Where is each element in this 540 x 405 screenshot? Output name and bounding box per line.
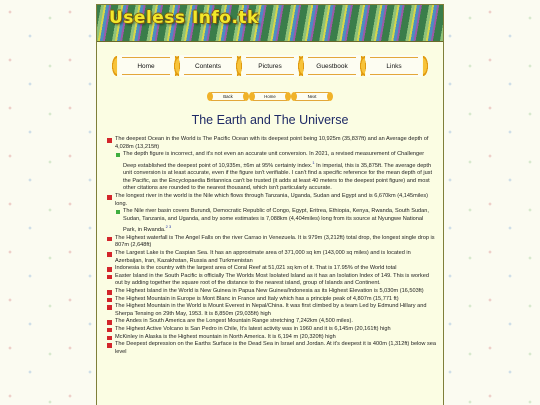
fact-item bbox=[107, 193, 437, 208]
back-button[interactable]: Back bbox=[211, 92, 245, 101]
nav-label: Links bbox=[386, 62, 402, 70]
facts-list bbox=[97, 136, 443, 356]
nav-label: Pictures bbox=[258, 62, 282, 70]
nav-links-button[interactable] bbox=[366, 55, 422, 77]
main-navigation bbox=[97, 42, 443, 90]
fact-item bbox=[107, 250, 437, 265]
red-square-bullet-icon bbox=[107, 328, 112, 333]
fact-item bbox=[107, 303, 437, 318]
nav-home-button[interactable] bbox=[118, 55, 174, 77]
nav-label: Guestbook bbox=[316, 62, 348, 70]
red-square-bullet-icon bbox=[107, 343, 112, 348]
fact-note bbox=[107, 208, 437, 235]
page-content bbox=[96, 4, 444, 405]
fact-item bbox=[107, 235, 437, 250]
citation-link[interactable]: 1 bbox=[312, 159, 315, 165]
fact-text: The Deepest depression on the Earths Surface is the Dead Sea in Israel and Jordan. At it's deepest it is 400m (1,312ft) below sea level bbox=[115, 341, 437, 355]
red-square-bullet-icon bbox=[107, 305, 112, 310]
fact-item bbox=[107, 318, 437, 326]
fact-text: The Largest Lake is the Caspian Sea. It has an approximate area of 371,000 sq km (143,000 sq miles) and is located in Azerbaijan, Iran, Kazakhstan, Russia and Turkmenistan bbox=[115, 250, 411, 264]
nav-pictures-button[interactable] bbox=[242, 55, 298, 77]
nav-label: Home bbox=[137, 62, 155, 70]
nav-guestbook-button[interactable] bbox=[304, 55, 360, 77]
fact-item bbox=[107, 341, 437, 356]
green-square-bullet-icon bbox=[116, 153, 120, 157]
red-square-bullet-icon bbox=[107, 298, 112, 303]
fact-text: The Highest Island in the World is New Guinea in Papua New Guinea/Indonesia as its Highest Elevation is 5,030m (16,503ft) bbox=[115, 288, 424, 294]
fact-item bbox=[107, 334, 437, 342]
fact-item bbox=[107, 136, 437, 151]
fact-text: The Highest waterfall is The Angel Falls on the river Carrao in Venezuela. It is 979m (3,212ft) total drop, the longest single drop is 807m (2,648ft) bbox=[115, 234, 435, 249]
nav-label: Contents bbox=[194, 62, 222, 70]
fact-item bbox=[107, 288, 437, 296]
nav-contents-button[interactable] bbox=[180, 55, 236, 77]
fact-text: The Highest Active Volcano is San Pedro in Chile, It's latest activity was in 1960 and it is 6,145m (20,161ft) high bbox=[115, 325, 391, 332]
next-button[interactable]: Next bbox=[295, 92, 329, 101]
fact-text: The deepest Ocean in the World is The Pacific Ocean with its deepest point being 10,925m (35,837ft) and an Average depth of 4,028m (13,215ft) bbox=[115, 136, 429, 150]
fact-item bbox=[107, 273, 437, 288]
site-banner bbox=[97, 5, 443, 42]
red-square-bullet-icon bbox=[107, 267, 112, 272]
page-title: The Earth and The Universe bbox=[191, 113, 349, 127]
fact-text: The Highest Mountain in Europe is Mont Blanc in France and Italy which has a principle peak of 4,807m (15,771 ft) bbox=[115, 295, 399, 302]
site-logo[interactable]: Useless Info.tk bbox=[109, 8, 259, 28]
note-text-continued: In imperial, this is 35,875ft. The average depth unit conversion is at least accurate, even if the figure isn't verifiable. I can't find a specific reference for the mean depth of just the Pacific, as the Encyclopaedia Britannica can't be trusted (it adds at least 40 meters to the deepest point figure) and most other citations are rounded to the nearest thousand, which isn't particularly accurate. bbox=[123, 162, 433, 192]
citation-link[interactable]: 2 3 bbox=[165, 224, 172, 230]
note-text: The depth figure is incorrect, and it's not even an accurate unit conversion. In 2021, a revised measurement of Challenger Deep established the deepest point of 10,935m, ±6m at 95% certainty index. bbox=[123, 151, 425, 169]
red-square-bullet-icon bbox=[107, 237, 112, 242]
fact-note bbox=[107, 151, 437, 193]
red-square-bullet-icon bbox=[107, 336, 112, 341]
fact-text: The Andes in South America are the Longest Mountain Range stretching 7,242km (4,500 miles). bbox=[115, 318, 353, 325]
fact-text: Easter Island in the South Pacific is officially The Worlds Most Isolated Island as it has an Isolation Index of 149. This is worked out by adding together the square root of the distance to the nearest island, group of Islands and Continent. bbox=[115, 272, 429, 287]
fact-item bbox=[107, 326, 437, 334]
red-square-bullet-icon bbox=[107, 195, 112, 200]
red-square-bullet-icon bbox=[107, 275, 112, 280]
home-button[interactable]: Home bbox=[253, 92, 287, 101]
red-square-bullet-icon bbox=[107, 320, 112, 325]
red-square-bullet-icon bbox=[107, 138, 112, 143]
page-navigation bbox=[97, 90, 443, 103]
fact-text: The Highest Mountain in the World is Mount Everest in Nepal/China. It was first climbed by a team Led by Edmund Hillary and Sherpa Tensing on 29th May, 1953. It is 8,850m (29,035ft) high bbox=[115, 303, 427, 317]
fact-text: McKinley in Alaska is the Highest mountain in North America. It is 6,194 m (20,320ft) high bbox=[115, 333, 336, 340]
note-text: The Nile river basin covers Burundi, Democratic Republic of Congo, Egypt, Eritrea, Ethiopia, Kenya, Rwanda, South Sudan, Sudan, Tanzania, and Uganda, and by some estimates is 7,088km (4,404miles) long from its source at Nyungwe National Park, in Rwanda. bbox=[123, 208, 429, 234]
fact-item bbox=[107, 265, 437, 273]
red-square-bullet-icon bbox=[107, 290, 112, 295]
red-square-bullet-icon bbox=[107, 252, 112, 257]
fact-text: The longest river in the world is the Nile which flows through Tanzania, Uganda, Sudan and Egypt and is 6,670km (4,145miles) long. bbox=[115, 193, 429, 207]
fact-text: Indonesia is the country with the largest area of Coral Reef at 51,021 sq km of it. That is 17.95% of the World total bbox=[115, 265, 397, 272]
green-square-bullet-icon bbox=[116, 210, 120, 214]
fact-item bbox=[107, 296, 437, 304]
